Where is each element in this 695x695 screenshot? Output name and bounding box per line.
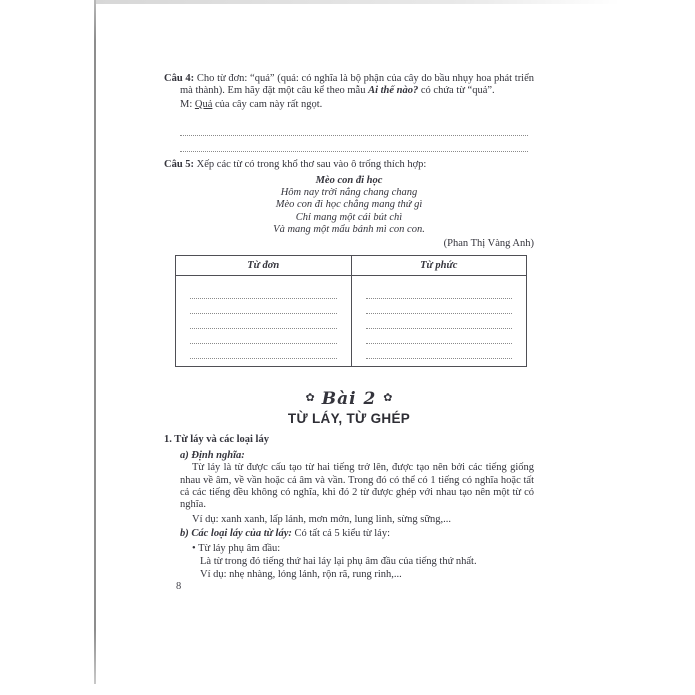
- poem: [164, 175, 534, 237]
- exercise-4-pattern: Ai thế nào?: [368, 85, 419, 97]
- book-spine-edge: [94, 0, 96, 684]
- poem-line: Mèo con đi học chẳng mang thứ gì: [275, 199, 423, 211]
- exercise-4-question: [164, 73, 534, 98]
- lesson-number-script: Bài 2: [321, 389, 377, 410]
- page-content: [164, 73, 534, 582]
- poem-line: Và mang một mẩu bánh mì con con.: [273, 224, 425, 236]
- column-header-tu-phuc: Từ phức: [351, 256, 527, 276]
- table-body-row: [176, 276, 527, 367]
- answer-line: [180, 138, 528, 152]
- flower-icon: ✿: [383, 392, 393, 405]
- model-underlined-word: Quả: [194, 98, 213, 110]
- bullet-item: [192, 543, 534, 555]
- lesson-badge: [164, 389, 534, 410]
- answer-line: [366, 314, 513, 329]
- exercise-5-text: Xếp các từ có trong khổ thơ sau vào ô trống thích hợp:: [196, 159, 427, 171]
- tu-don-answer-cell: [176, 276, 352, 367]
- answer-line: [190, 299, 337, 314]
- answer-line: [190, 314, 337, 329]
- tu-phuc-answer-cell: [351, 276, 527, 367]
- answer-line: [366, 299, 513, 314]
- flower-icon: ✿: [305, 392, 315, 405]
- bullet-definition: Là từ trong đó tiếng thứ hai láy lại phụ âm đầu của tiếng thứ nhất.: [200, 555, 477, 567]
- poem-title: Mèo con đi học: [315, 174, 383, 186]
- word-classification-table: [175, 255, 527, 367]
- bullet-icon: •: [192, 542, 196, 554]
- model-prefix: M:: [180, 98, 195, 110]
- exercise-4-text-end: có chứa từ “quả”.: [418, 85, 495, 97]
- exercise-4-label: Câu 4:: [164, 73, 195, 84]
- types-rest: Có tất cả 5 kiểu từ láy:: [291, 528, 390, 540]
- poem-author: (Phan Thị Vàng Anh): [443, 237, 534, 249]
- answer-line: [190, 329, 337, 344]
- exercise-4-model-sentence: [180, 99, 534, 111]
- section-heading: 1. Từ láy và các loại láy: [164, 434, 269, 446]
- page-number: 8: [176, 581, 182, 592]
- poem-line: Hôm nay trời nắng chang chang: [280, 187, 418, 199]
- example-line: Ví dụ: xanh xanh, lấp lánh, mơn mởn, lung linh, sừng sững,...: [192, 513, 452, 525]
- exercise-5-question: [164, 159, 534, 171]
- column-header-tu-don: Từ đơn: [176, 256, 352, 276]
- poem-line: Chỉ mang một cái bút chì: [295, 211, 403, 223]
- answer-line: [190, 344, 337, 359]
- answer-line: [190, 284, 337, 299]
- answer-line: [180, 122, 528, 136]
- exercise-5-label: Câu 5:: [164, 159, 195, 171]
- types-line: [180, 528, 534, 540]
- answer-line: [366, 329, 513, 344]
- lesson-title: TỪ LÁY, TỪ GHÉP: [287, 410, 411, 426]
- bullet-title: Từ láy phụ âm đầu:: [195, 542, 281, 554]
- definition-label: a) Định nghĩa:: [180, 449, 245, 461]
- model-rest: của cây cam này rất ngọt.: [212, 98, 323, 110]
- exercise-4-text: Cho từ đơn: “quả” (quả: có nghĩa là bộ phận của cây do bầu nhụy hoa phát triển mà thành). Em hãy đặt một câu kể theo mẫu: [180, 73, 535, 97]
- answer-line: [366, 284, 513, 299]
- table-header-row: [176, 256, 527, 276]
- page-top-shadow: [96, 0, 620, 4]
- answer-line: [366, 344, 513, 359]
- bullet-example: Ví dụ: nhẹ nhàng, lóng lánh, rộn rã, rung rinh,...: [200, 569, 402, 581]
- types-label: b) Các loại láy của từ láy:: [180, 528, 292, 540]
- definition-text: Từ láy là từ được cấu tạo từ hai tiếng trở lên, được tạo nên bởi các tiếng giống nhau về âm, về vần hoặc cả âm và vần. Trong đó có thể có 1 tiếng có nghĩa hoặc tất cả các tiếng đều không có nghĩa, khi đó 2 từ được ghép với nhau tạo nên một từ có nghĩa.: [180, 462, 534, 511]
